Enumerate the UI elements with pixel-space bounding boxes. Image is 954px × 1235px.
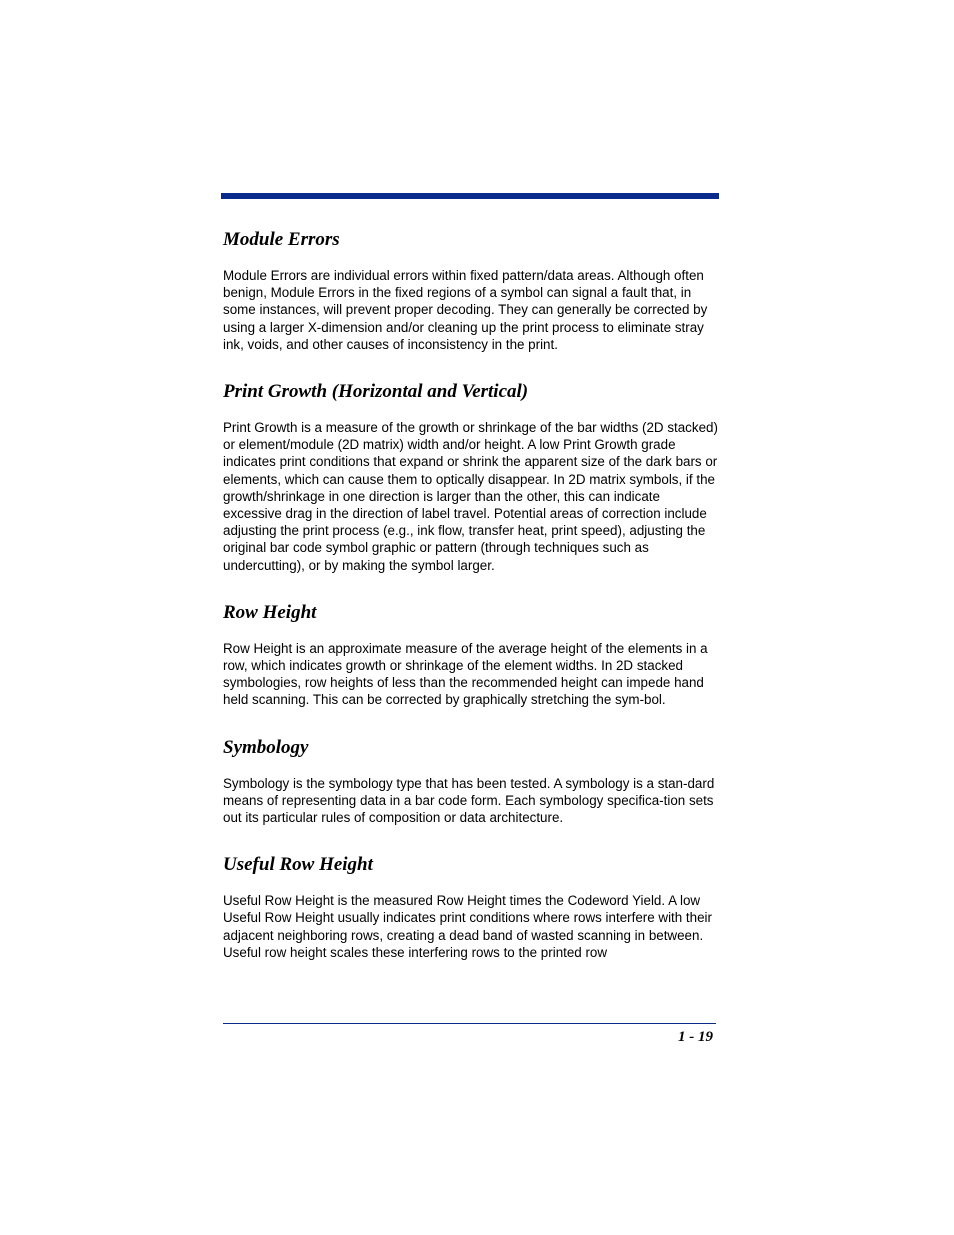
section-title: Symbology [223, 736, 309, 758]
section-text: Module Errors are individual errors within fixed pattern/data areas. Although often benign, Module Errors in the fixed regions of a symbol can signal a fault that, in some instances, will prevent proper decoding. They can generally be corrected by using a larger X-dimension and/or cleaning up the print process to eliminate stray ink, voids, and other causes of inconsistency in the print. [223, 268, 708, 352]
footer-rule [223, 1023, 716, 1024]
document-body [223, 228, 718, 988]
section-text: Useful Row Height is the measured Row Height times the Codeword Yield. A low Useful Row Height usually indicates print conditions where rows interfere with their adjacent neighboring rows, creating a dead band of wasted scanning in between. Useful row height scales these interfering rows to the printed row [223, 893, 712, 960]
section-module-errors [223, 228, 718, 353]
section-symbology [223, 736, 718, 827]
section-text: Symbology is the symbology type that has been tested. A symbology is a stan-dard means of representing data in a bar code form. Each symbology specifica-tion sets out its particular rules of composition or data architecture. [223, 775, 715, 826]
section-print-growth [223, 380, 718, 574]
section-title: Useful Row Height [223, 854, 373, 876]
section-row-height [223, 601, 718, 709]
section-title: Module Errors [223, 229, 340, 250]
section-text: Print Growth is a measure of the growth or shrinkage of the bar widths (2D stacked) or element/module (2D matrix) width and/or height. A low Print Growth grade indicates print conditions that expand or shrink the apparent size of the dark bars or elements, which can cause them to optically disappear. In 2D matrix symbols, if the growth/shrinkage in one direction is larger than the other, this can indicate excessive drag in the direction of label travel. Potential areas of correction include adjusting the print process (e.g., ink flow, transfer heat, print speed), adjusting the original bar code symbol graphic or pattern (through techniques such as undercutting), or by making the symbol larger. [223, 420, 718, 573]
section-useful-row-height [223, 853, 718, 961]
section-text: Row Height is an approximate measure of the average height of the elements in a row, which indicates growth or shrinkage of the element widths. In 2D stacked symbologies, row heights of less than the recommended height can impede hand held scanning. This can be corrected by graphically stretching the sym-bol. [223, 640, 708, 708]
page-number: 1 - 19 [678, 1029, 713, 1045]
section-title: Row Height [223, 601, 317, 623]
section-title: Print Growth (Horizontal and Vertical) [223, 381, 529, 403]
header-rule [221, 193, 719, 199]
